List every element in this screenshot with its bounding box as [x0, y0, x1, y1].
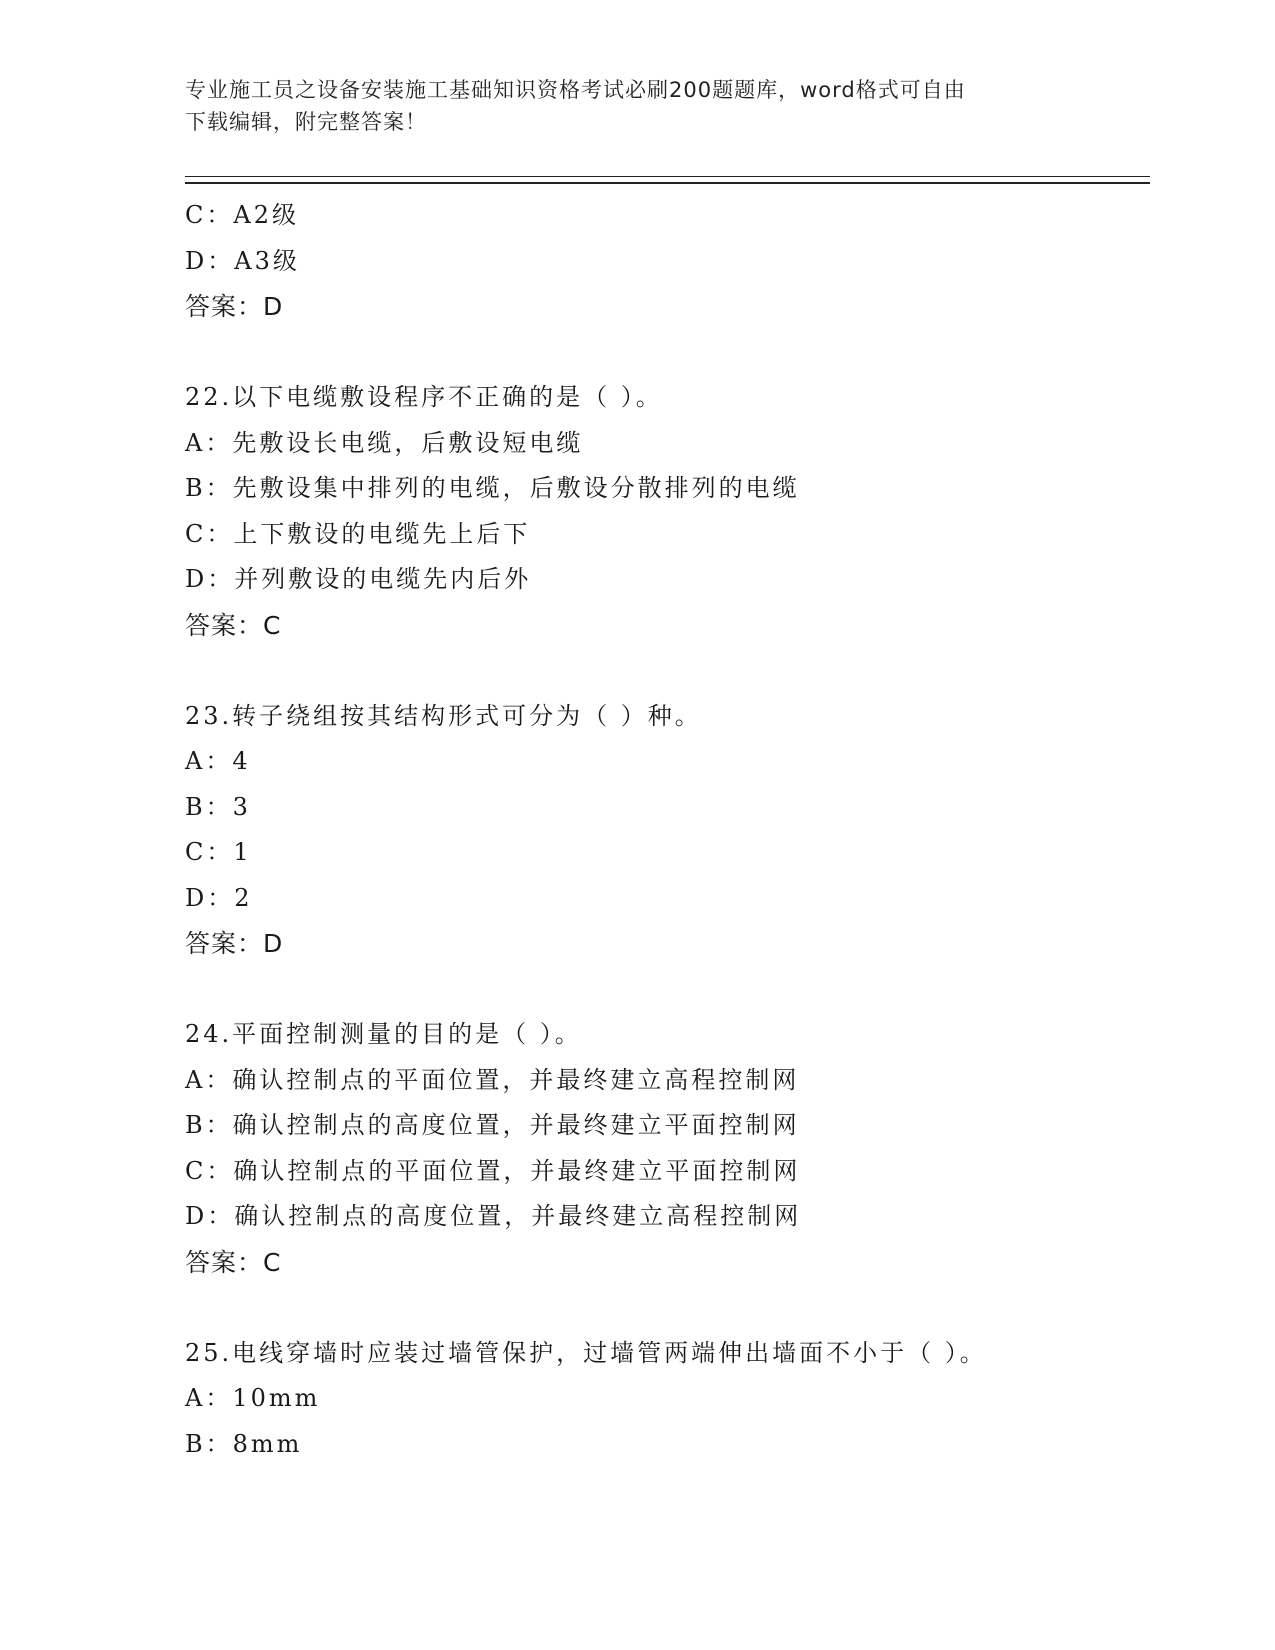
question-block-21 — [185, 193, 1145, 330]
header-title-line-1: 专业施工员之设备安装施工基础知识资格考试必刷200题题库，word格式可自由 — [185, 78, 966, 102]
document-header — [185, 74, 1065, 138]
spacer — [185, 648, 1145, 694]
header-divider — [185, 176, 1150, 184]
option-c: C：1 — [185, 838, 252, 866]
option-c: C：确认控制点的平面位置，并最终建立平面控制网 — [185, 1156, 801, 1185]
question-stem: 23.转子绕组按其结构形式可分为（ ）种。 — [185, 701, 702, 730]
answer-line: 答案：C — [185, 610, 282, 640]
question-list — [185, 193, 1145, 1467]
option-a: A：确认控制点的平面位置，并最终建立高程控制网 — [185, 1065, 800, 1094]
spacer — [185, 1285, 1145, 1331]
question-stem: 24.平面控制测量的目的是（ ）。 — [185, 1020, 582, 1048]
option-d: D：确认控制点的高度位置，并最终建立高程控制网 — [185, 1202, 802, 1230]
header-title-line-2: 下载编辑，附完整答案！ — [185, 110, 427, 134]
answer-line: 答案：D — [185, 929, 284, 958]
option-a: A：先敷设长电缆，后敷设短电缆 — [185, 428, 584, 457]
option-a: A：4 — [185, 747, 251, 775]
option-d: D：A3级 — [185, 246, 300, 275]
option-b: B：确认控制点的高度位置，并最终建立平面控制网 — [185, 1111, 800, 1139]
question-block-24 — [185, 1012, 1145, 1285]
spacer — [185, 330, 1145, 376]
option-c: C：上下敷设的电缆先上后下 — [185, 519, 531, 548]
option-b: B：先敷设集中排列的电缆，后敷设分散排列的电缆 — [185, 474, 800, 502]
option-d: D：2 — [185, 883, 253, 912]
spacer — [185, 967, 1145, 1013]
question-block-23 — [185, 694, 1145, 967]
option-b: B：3 — [185, 792, 251, 821]
answer-line: 答案：D — [185, 292, 284, 321]
option-b: B：8mm — [185, 1429, 303, 1458]
option-d: D：并列敷设的电缆先内后外 — [185, 565, 532, 593]
question-block-25 — [185, 1331, 1145, 1468]
option-a: A：10mm — [185, 1384, 321, 1412]
option-c: C：A2级 — [185, 201, 299, 229]
question-stem: 25.电线穿墙时应装过墙管保护，过墙管两端伸出墙面不小于（ ）。 — [185, 1338, 987, 1367]
answer-line: 答案：C — [185, 1247, 282, 1277]
question-block-22 — [185, 375, 1145, 648]
question-stem: 22.以下电缆敷设程序不正确的是（ ）。 — [185, 383, 663, 411]
